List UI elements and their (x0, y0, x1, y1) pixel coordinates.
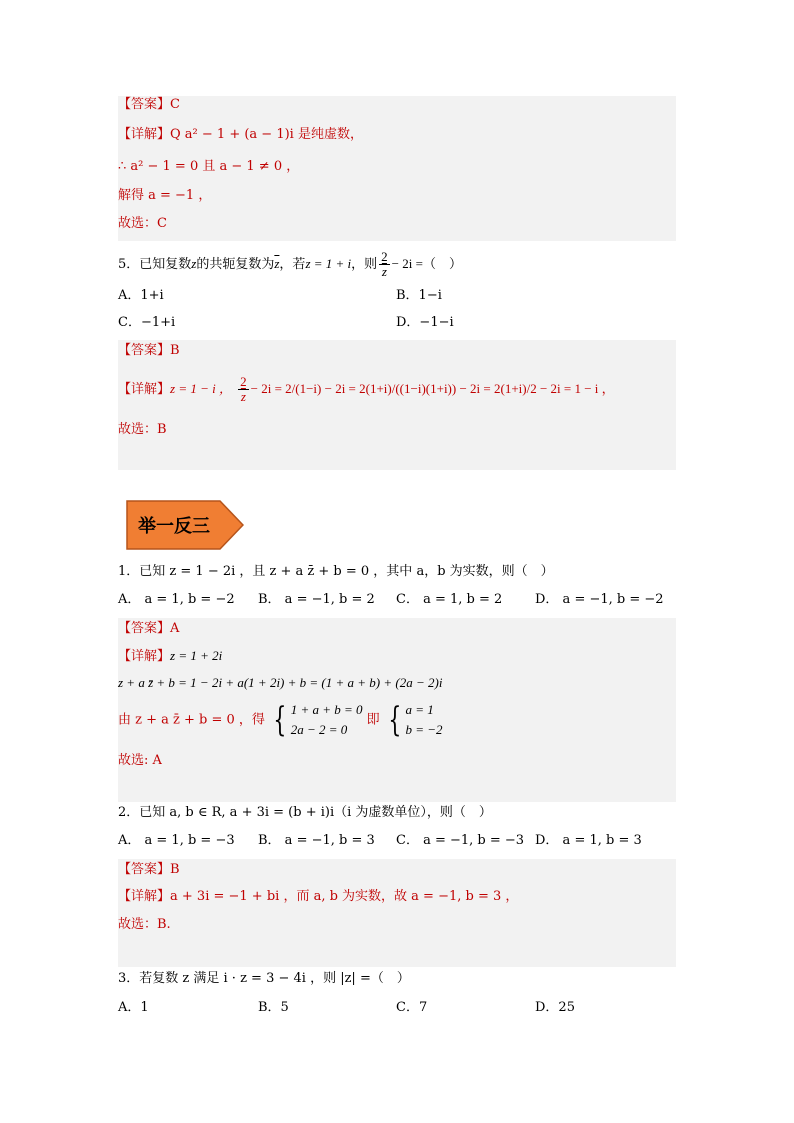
detail-line (118, 888, 518, 906)
frac-den: z (381, 264, 387, 279)
left-brace-icon: { (273, 700, 287, 740)
stem-then: ，则 (351, 257, 378, 272)
stem-tail: − 2i =（ ） (391, 256, 462, 271)
p1-option-d[interactable]: D． a = −1, b = −2 (535, 592, 664, 607)
p2-option-c[interactable]: C． a = −1, b = −3 (396, 833, 525, 848)
q5-option-c[interactable]: C．−1+i (118, 315, 176, 330)
detail-text: a + 3i = −1 + bi ，而 a, b 为实数，故 a = −1, b = 3 ， (170, 889, 519, 904)
practice-1-stem: 1．已知 z = 1 − 2i ，且 z + a z̄ + b = 0 ，其中 a，b 为实数，则（ ） (118, 564, 554, 579)
p3-option-b[interactable]: B．5 (258, 1000, 289, 1015)
answer-label: 【答案】B (118, 862, 180, 877)
p2-option-b[interactable]: B． a = −1, b = 3 (258, 833, 375, 848)
conclusion: 故选：B. (118, 917, 171, 932)
detail-line (118, 126, 363, 144)
banner-label: 举一反三 (138, 516, 210, 537)
frac-num: 2 (381, 249, 388, 264)
frac-den: z (240, 389, 246, 404)
answer-block-p2 (118, 859, 676, 967)
detail-label: 【详解】 (118, 889, 171, 904)
detail-line (118, 372, 615, 407)
detail-label: 【详解】 (118, 127, 171, 142)
practice-3-stem: 3．若复数 z 满足 i · z = 3 − 4i ，则 |z| =（ ） (118, 971, 410, 986)
detail-frac-1 (238, 375, 249, 404)
stem-z: z (191, 256, 197, 271)
practice-2-stem: 2．已知 a, b ∈ R, a + 3i = (b + i)i（i 为虚数单位），则（ ） (118, 805, 492, 820)
detail-zbar: z = 1 + 2i (170, 648, 223, 663)
detail-text: Q a² − 1 + (a − 1)i 是纯虚数， (170, 127, 363, 142)
stem-mid: 的共轭复数为 (196, 257, 275, 272)
sys1-b: 2a − 2 = 0 (290, 722, 348, 737)
q5-option-a[interactable]: A．1+i (118, 288, 164, 303)
p2-option-a[interactable]: A． a = 1, b = −3 (118, 833, 235, 848)
equation-system-2 (405, 700, 442, 740)
p1-option-c[interactable]: C． a = 1, b = 2 (396, 592, 503, 607)
detail-label: 【详解】 (118, 649, 171, 664)
frac-num: 2 (240, 374, 247, 389)
answer-label: 【答案】C (118, 97, 180, 112)
detail-label: 【详解】 (118, 382, 171, 397)
detail-line-2: ∴ a² − 1 = 0 且 a − 1 ≠ 0 ， (118, 159, 300, 174)
stem-if: ，若 (279, 257, 306, 272)
p3-option-a[interactable]: A．1 (118, 1000, 149, 1015)
q5-option-b[interactable]: B．1−i (396, 288, 442, 303)
answer-label: 【答案】B (118, 343, 180, 358)
detail-from: 由 z + a z̄ + b = 0 ，得 (118, 712, 265, 728)
left-brace-icon: { (388, 700, 402, 740)
p1-option-b[interactable]: B． a = −1, b = 2 (258, 592, 375, 607)
conclusion: 故选：C (118, 216, 167, 231)
detail-line-3: 解得 a = −1 ， (118, 188, 212, 203)
section-banner (126, 500, 244, 550)
p3-option-c[interactable]: C．7 (396, 1000, 428, 1015)
detail-line-3 (118, 700, 443, 740)
stem-eq: z = 1 + i (305, 256, 352, 271)
sys1-a: 1 + a + b = 0 (290, 702, 363, 717)
p2-option-d[interactable]: D． a = 1, b = 3 (535, 833, 642, 848)
conclusion: 故选: A (118, 753, 162, 768)
stem-zbar: $\overline{z}$ (274, 256, 280, 271)
conclusion: 故选：B (118, 422, 167, 437)
p3-option-d[interactable]: D．25 (535, 1000, 575, 1015)
stem-fraction (379, 250, 390, 279)
sys2-a: a = 1 (405, 702, 434, 717)
question-5-stem (118, 250, 462, 279)
stem-prefix: 5．已知复数 (118, 257, 192, 272)
q5-option-d[interactable]: D．−1−i (396, 315, 454, 330)
detail-so: 即 (366, 712, 380, 728)
sys2-b: b = −2 (405, 722, 443, 737)
detail-line (118, 647, 222, 666)
detail-zbar: z = 1 − i ， (170, 381, 232, 396)
detail-line-2: z + a z̄ + b = 1 − 2i + a(1 + 2i) + b = (1 + a + b) + (2a − 2)i (118, 675, 443, 690)
answer-label: 【答案】A (118, 621, 180, 636)
p1-option-a[interactable]: A． a = 1, b = −2 (118, 592, 235, 607)
detail-calc: − 2i = 2/(1−i) − 2i = 2(1+i)/((1−i)(1+i)) − 2i = 2(1+i)/2 − 2i = 1 − i ， (250, 381, 615, 396)
equation-system-1 (291, 700, 363, 740)
